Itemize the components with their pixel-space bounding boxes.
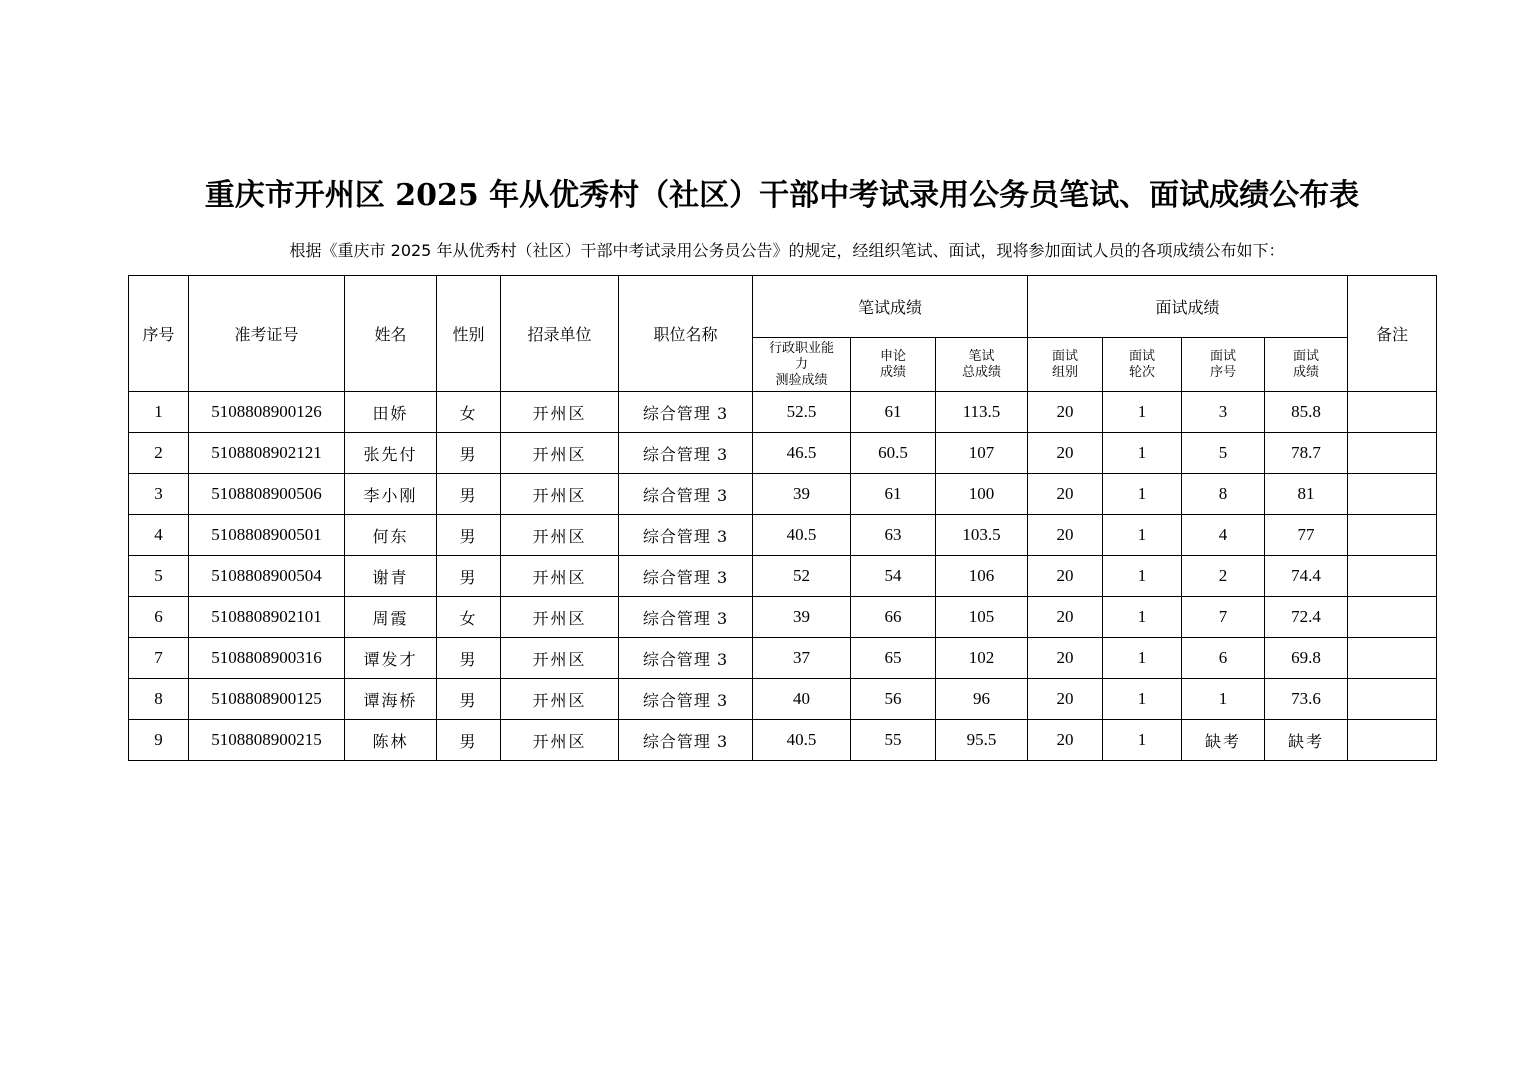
cell-interview-group: 20 [1028, 597, 1103, 638]
cell-name: 谭发才 [345, 638, 437, 679]
cell-written-total: 95.5 [936, 720, 1028, 761]
cell-ticket: 5108808900506 [189, 474, 345, 515]
cell-aptitude-score: 39 [753, 597, 851, 638]
cell-ticket: 5108808900126 [189, 392, 345, 433]
header-position: 职位名称 [619, 276, 753, 392]
cell-index: 8 [129, 679, 189, 720]
cell-position: 综合管理 3 [619, 515, 753, 556]
table-body [129, 392, 1437, 761]
cell-interview-round: 1 [1103, 515, 1182, 556]
cell-interview-order: 2 [1182, 556, 1265, 597]
cell-written-total: 103.5 [936, 515, 1028, 556]
cell-interview-score: 81 [1265, 474, 1348, 515]
cell-remark [1348, 720, 1437, 761]
cell-interview-order: 7 [1182, 597, 1265, 638]
cell-remark [1348, 474, 1437, 515]
cell-position: 综合管理 3 [619, 679, 753, 720]
header-name: 姓名 [345, 276, 437, 392]
cell-interview-round: 1 [1103, 597, 1182, 638]
cell-essay-score: 60.5 [851, 433, 936, 474]
cell-gender: 男 [437, 433, 501, 474]
cell-ticket: 5108808900215 [189, 720, 345, 761]
cell-interview-round: 1 [1103, 433, 1182, 474]
cell-written-total: 96 [936, 679, 1028, 720]
cell-name: 田娇 [345, 392, 437, 433]
cell-interview-round: 1 [1103, 392, 1182, 433]
cell-aptitude-score: 40.5 [753, 720, 851, 761]
cell-interview-group: 20 [1028, 515, 1103, 556]
page-title: 重庆市开州区 2025 年从优秀村（社区）干部中考试录用公务员笔试、面试成绩公布表 [204, 178, 1360, 213]
cell-essay-score: 56 [851, 679, 936, 720]
cell-index: 6 [129, 597, 189, 638]
cell-interview-score: 85.8 [1265, 392, 1348, 433]
cell-interview-score: 77 [1265, 515, 1348, 556]
cell-ticket: 5108808900125 [189, 679, 345, 720]
cell-interview-round: 1 [1103, 556, 1182, 597]
cell-remark [1348, 597, 1437, 638]
cell-essay-score: 54 [851, 556, 936, 597]
cell-unit: 开州区 [501, 515, 619, 556]
cell-interview-round: 1 [1103, 679, 1182, 720]
cell-interview-group: 20 [1028, 720, 1103, 761]
cell-ticket: 5108808900504 [189, 556, 345, 597]
cell-gender: 男 [437, 679, 501, 720]
table-row [129, 433, 1437, 474]
cell-unit: 开州区 [501, 474, 619, 515]
cell-interview-score: 74.4 [1265, 556, 1348, 597]
cell-interview-score: 78.7 [1265, 433, 1348, 474]
cell-name: 何东 [345, 515, 437, 556]
cell-position: 综合管理 3 [619, 433, 753, 474]
cell-interview-score: 73.6 [1265, 679, 1348, 720]
cell-unit: 开州区 [501, 638, 619, 679]
header-index: 序号 [129, 276, 189, 392]
cell-name: 张先付 [345, 433, 437, 474]
table-row [129, 597, 1437, 638]
table-row [129, 638, 1437, 679]
header-interview-round: 面试 轮次 [1103, 338, 1182, 392]
cell-remark [1348, 556, 1437, 597]
cell-remark [1348, 433, 1437, 474]
cell-interview-order: 3 [1182, 392, 1265, 433]
cell-essay-score: 61 [851, 474, 936, 515]
cell-unit: 开州区 [501, 433, 619, 474]
cell-index: 2 [129, 433, 189, 474]
cell-interview-round: 1 [1103, 720, 1182, 761]
scores-table [128, 275, 1437, 761]
cell-interview-round: 1 [1103, 474, 1182, 515]
cell-written-total: 100 [936, 474, 1028, 515]
cell-position: 综合管理 3 [619, 638, 753, 679]
table-row [129, 392, 1437, 433]
header-written-total: 笔试 总成绩 [936, 338, 1028, 392]
cell-name: 李小刚 [345, 474, 437, 515]
cell-interview-order: 6 [1182, 638, 1265, 679]
cell-gender: 女 [437, 392, 501, 433]
cell-essay-score: 61 [851, 392, 936, 433]
header-ticket: 准考证号 [189, 276, 345, 392]
table-row [129, 474, 1437, 515]
cell-aptitude-score: 40.5 [753, 515, 851, 556]
cell-interview-group: 20 [1028, 556, 1103, 597]
header-aptitude-score: 行政职业能 力 测验成绩 [753, 338, 851, 392]
header-row-main [129, 276, 1437, 338]
cell-interview-order: 4 [1182, 515, 1265, 556]
table-row [129, 720, 1437, 761]
cell-name: 谭海桥 [345, 679, 437, 720]
cell-interview-order: 1 [1182, 679, 1265, 720]
cell-written-total: 106 [936, 556, 1028, 597]
cell-written-total: 105 [936, 597, 1028, 638]
cell-unit: 开州区 [501, 720, 619, 761]
header-interview-scores: 面试成绩 [1028, 276, 1348, 338]
cell-ticket: 5108808902121 [189, 433, 345, 474]
cell-aptitude-score: 37 [753, 638, 851, 679]
cell-interview-score: 72.4 [1265, 597, 1348, 638]
cell-written-total: 113.5 [936, 392, 1028, 433]
cell-gender: 男 [437, 474, 501, 515]
cell-gender: 男 [437, 515, 501, 556]
cell-gender: 男 [437, 720, 501, 761]
cell-unit: 开州区 [501, 597, 619, 638]
cell-remark [1348, 392, 1437, 433]
header-gender: 性别 [437, 276, 501, 392]
cell-essay-score: 55 [851, 720, 936, 761]
cell-aptitude-score: 46.5 [753, 433, 851, 474]
cell-interview-group: 20 [1028, 392, 1103, 433]
cell-aptitude-score: 39 [753, 474, 851, 515]
cell-interview-order: 8 [1182, 474, 1265, 515]
cell-interview-round: 1 [1103, 638, 1182, 679]
cell-index: 9 [129, 720, 189, 761]
cell-written-total: 102 [936, 638, 1028, 679]
cell-position: 综合管理 3 [619, 597, 753, 638]
cell-position: 综合管理 3 [619, 720, 753, 761]
header-interview-score: 面试 成绩 [1265, 338, 1348, 392]
cell-interview-group: 20 [1028, 433, 1103, 474]
cell-ticket: 5108808900316 [189, 638, 345, 679]
cell-interview-order: 5 [1182, 433, 1265, 474]
cell-essay-score: 65 [851, 638, 936, 679]
cell-interview-group: 20 [1028, 638, 1103, 679]
header-unit: 招录单位 [501, 276, 619, 392]
cell-ticket: 5108808900501 [189, 515, 345, 556]
cell-aptitude-score: 40 [753, 679, 851, 720]
cell-interview-order: 缺考 [1182, 720, 1265, 761]
cell-index: 5 [129, 556, 189, 597]
cell-name: 陈林 [345, 720, 437, 761]
cell-interview-group: 20 [1028, 474, 1103, 515]
cell-position: 综合管理 3 [619, 474, 753, 515]
cell-index: 1 [129, 392, 189, 433]
cell-aptitude-score: 52 [753, 556, 851, 597]
table-row [129, 556, 1437, 597]
table-row [129, 679, 1437, 720]
cell-gender: 男 [437, 556, 501, 597]
cell-essay-score: 63 [851, 515, 936, 556]
cell-interview-group: 20 [1028, 679, 1103, 720]
cell-interview-score: 69.8 [1265, 638, 1348, 679]
cell-remark [1348, 515, 1437, 556]
table-row [129, 515, 1437, 556]
header-interview-order: 面试 序号 [1182, 338, 1265, 392]
cell-interview-score: 缺考 [1265, 720, 1348, 761]
cell-index: 3 [129, 474, 189, 515]
cell-unit: 开州区 [501, 679, 619, 720]
cell-position: 综合管理 3 [619, 556, 753, 597]
cell-written-total: 107 [936, 433, 1028, 474]
cell-unit: 开州区 [501, 392, 619, 433]
cell-remark [1348, 638, 1437, 679]
header-written-scores: 笔试成绩 [753, 276, 1028, 338]
cell-name: 周霞 [345, 597, 437, 638]
cell-remark [1348, 679, 1437, 720]
cell-ticket: 5108808902101 [189, 597, 345, 638]
cell-position: 综合管理 3 [619, 392, 753, 433]
cell-gender: 女 [437, 597, 501, 638]
cell-name: 谢青 [345, 556, 437, 597]
header-interview-group: 面试 组别 [1028, 338, 1103, 392]
cell-unit: 开州区 [501, 556, 619, 597]
cell-gender: 男 [437, 638, 501, 679]
cell-aptitude-score: 52.5 [753, 392, 851, 433]
header-essay-score: 申论 成绩 [851, 338, 936, 392]
announcement-text: 根据《重庆市 2025 年从优秀村（社区）干部中考试录用公务员公告》的规定，经组织笔试、面试，现将参加面试人员的各项成绩公布如下： [289, 241, 1285, 260]
header-remarks: 备注 [1348, 276, 1437, 392]
cell-essay-score: 66 [851, 597, 936, 638]
cell-index: 7 [129, 638, 189, 679]
cell-index: 4 [129, 515, 189, 556]
